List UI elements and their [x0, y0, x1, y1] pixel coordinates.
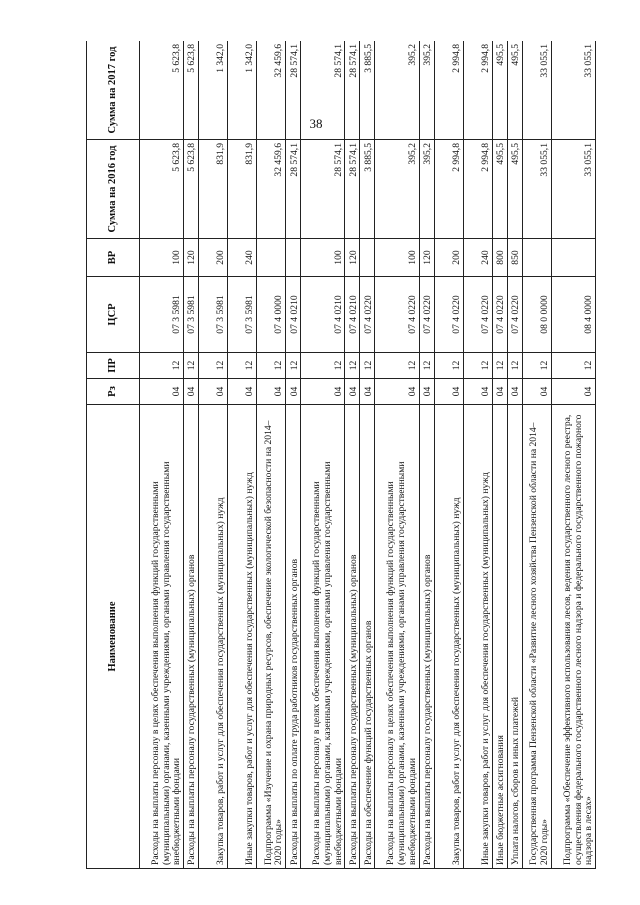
header-vr: ВР [87, 239, 140, 277]
cell-sum-2016: 831,9 [199, 140, 228, 239]
cell-name: Закупка товаров, работ и услуг для обеспечения государственных (муниципальных) нужд [199, 405, 228, 869]
cell-sum-2016: 33 055,1 [522, 140, 551, 239]
cell-rz: 04 [286, 379, 301, 405]
cell-rz: 04 [522, 379, 551, 405]
header-sum-2017: Сумма на 2017 год [87, 41, 140, 140]
cell-sum-2016: 28 574,1 [301, 140, 345, 239]
header-csr: ЦСР [87, 277, 140, 353]
cell-sum-2017: 495,5 [507, 41, 522, 140]
cell-name: Подпрограмма «Обеспечение эффективного использования лесов, ведения государственного лесного реестра, осуществления федерального государственного лесного надзора и федерального государственного пожарного надзора в лесах» [551, 405, 595, 869]
cell-sum-2016: 28 574,1 [286, 140, 301, 239]
cell-vr: 120 [419, 239, 434, 277]
cell-vr [360, 239, 375, 277]
cell-name: Подпрограмма «Изучение и охрана природных ресурсов, обеспечение экологической безопасности на 2014–2020 годы» [257, 405, 286, 869]
cell-sum-2017: 2 994,8 [434, 41, 463, 140]
cell-sum-2017: 33 055,1 [551, 41, 595, 140]
cell-vr: 100 [375, 239, 419, 277]
cell-csr: 07 4 0220 [463, 277, 492, 353]
cell-sum-2017: 28 574,1 [301, 41, 345, 140]
cell-rz: 04 [551, 379, 595, 405]
cell-pr: 12 [345, 353, 360, 379]
table-row [507, 41, 522, 869]
cell-sum-2017: 3 885,5 [360, 41, 375, 140]
cell-sum-2017: 2 994,8 [463, 41, 492, 140]
cell-sum-2017: 28 574,1 [345, 41, 360, 140]
cell-pr: 12 [140, 353, 184, 379]
cell-pr: 12 [257, 353, 286, 379]
header-name: Наименование [87, 405, 140, 869]
budget-table [86, 41, 596, 869]
cell-name: Закупка товаров, работ и услуг для обеспечения государственных (муниципальных) нужд [434, 405, 463, 869]
cell-rz: 04 [434, 379, 463, 405]
cell-sum-2017: 28 574,1 [286, 41, 301, 140]
cell-sum-2017: 5 623,8 [184, 41, 199, 140]
cell-csr: 07 4 0210 [286, 277, 301, 353]
cell-csr: 07 4 0000 [257, 277, 286, 353]
cell-csr: 07 4 0220 [434, 277, 463, 353]
cell-name: Расходы на выплаты персоналу в целях обеспечения выполнения функций государственными (муниципальными) органами, казенными учреждениями, органами управления государственными внебюджетными фондами [375, 405, 419, 869]
cell-sum-2016: 2 994,8 [463, 140, 492, 239]
table-row [257, 41, 286, 869]
cell-rz: 04 [184, 379, 199, 405]
cell-sum-2016: 5 623,8 [184, 140, 199, 239]
cell-rz: 04 [507, 379, 522, 405]
table-row [551, 41, 595, 869]
cell-name: Уплата налогов, сборов и иных платежей [507, 405, 522, 869]
cell-vr: 120 [345, 239, 360, 277]
cell-sum-2016: 32 459,6 [257, 140, 286, 239]
cell-vr [551, 239, 595, 277]
cell-vr [257, 239, 286, 277]
cell-pr: 12 [419, 353, 434, 379]
header-pr: ПР [87, 353, 140, 379]
cell-rz: 04 [228, 379, 257, 405]
cell-csr: 07 3 5981 [140, 277, 184, 353]
cell-rz: 04 [360, 379, 375, 405]
cell-vr: 100 [140, 239, 184, 277]
cell-vr: 850 [507, 239, 522, 277]
cell-vr: 120 [184, 239, 199, 277]
cell-sum-2017: 395,2 [419, 41, 434, 140]
table-row [419, 41, 434, 869]
cell-pr: 12 [375, 353, 419, 379]
table-row [345, 41, 360, 869]
cell-vr [522, 239, 551, 277]
cell-sum-2017: 1 342,0 [228, 41, 257, 140]
cell-name: Иные бюджетные ассигнования [492, 405, 507, 869]
cell-name: Расходы на выплаты персоналу государственных (муниципальных) органов [184, 405, 199, 869]
cell-pr: 12 [507, 353, 522, 379]
cell-name: Расходы на выплаты персоналу государственных (муниципальных) органов [419, 405, 434, 869]
cell-csr: 07 4 0220 [507, 277, 522, 353]
cell-csr: 07 4 0220 [492, 277, 507, 353]
cell-rz: 04 [375, 379, 419, 405]
cell-sum-2016: 495,5 [507, 140, 522, 239]
table-row [463, 41, 492, 869]
cell-csr: 07 3 5981 [228, 277, 257, 353]
cell-sum-2017: 495,5 [492, 41, 507, 140]
cell-sum-2016: 2 994,8 [434, 140, 463, 239]
cell-name: Расходы на выплаты по оплате труда работников государственных органов [286, 405, 301, 869]
cell-rz: 04 [199, 379, 228, 405]
table-row [301, 41, 345, 869]
cell-sum-2017: 32 459,6 [257, 41, 286, 140]
cell-name: Расходы на выплаты персоналу в целях обеспечения выполнения функций государственными (муниципальными) органами, казенными учреждениями, органами управления государственными внебюджетными фондами [140, 405, 184, 869]
table-row [184, 41, 199, 869]
cell-pr: 12 [492, 353, 507, 379]
cell-vr: 800 [492, 239, 507, 277]
cell-vr: 200 [199, 239, 228, 277]
header-rz: Рз [87, 379, 140, 405]
cell-rz: 04 [419, 379, 434, 405]
cell-pr: 12 [286, 353, 301, 379]
cell-csr: 08 4 0000 [551, 277, 595, 353]
cell-sum-2016: 28 574,1 [345, 140, 360, 239]
cell-vr: 240 [463, 239, 492, 277]
cell-rz: 04 [257, 379, 286, 405]
cell-name: Государственная программа Пензенской области «Развитие лесного хозяйства Пензенской области на 2014–2020 годы» [522, 405, 551, 869]
cell-name: Расходы на выплаты персоналу в целях обеспечения выполнения функций государственными (муниципальными) органами, казенными учреждениями, органами управления государственными внебюджетными фондами [301, 405, 345, 869]
cell-csr: 07 4 0210 [345, 277, 360, 353]
cell-vr: 200 [434, 239, 463, 277]
cell-sum-2016: 3 885,5 [360, 140, 375, 239]
table-row [228, 41, 257, 869]
cell-pr: 12 [228, 353, 257, 379]
cell-csr: 07 3 5981 [184, 277, 199, 353]
cell-sum-2017: 395,2 [375, 41, 419, 140]
cell-csr: 07 4 0220 [375, 277, 419, 353]
cell-csr: 07 4 0220 [419, 277, 434, 353]
cell-pr: 12 [360, 353, 375, 379]
cell-name: Расходы на обеспечение функций государственных органов [360, 405, 375, 869]
cell-pr: 12 [184, 353, 199, 379]
cell-name: Расходы на выплаты персоналу государственных (муниципальных) органов [345, 405, 360, 869]
cell-vr: 100 [301, 239, 345, 277]
table-row [434, 41, 463, 869]
cell-name: Иные закупки товаров, работ и услуг для обеспечения государственных (муниципальных) нужд [228, 405, 257, 869]
cell-vr: 240 [228, 239, 257, 277]
table-row [492, 41, 507, 869]
header-sum-2016: Сумма на 2016 год [87, 140, 140, 239]
cell-pr: 12 [434, 353, 463, 379]
cell-rz: 04 [463, 379, 492, 405]
cell-vr [286, 239, 301, 277]
table-row [199, 41, 228, 869]
rotated-content [86, 41, 596, 869]
cell-sum-2017: 33 055,1 [522, 41, 551, 140]
cell-sum-2016: 395,2 [375, 140, 419, 239]
cell-pr: 12 [463, 353, 492, 379]
cell-pr: 12 [522, 353, 551, 379]
cell-rz: 04 [301, 379, 345, 405]
cell-sum-2016: 831,9 [228, 140, 257, 239]
table-row [375, 41, 419, 869]
table-row [522, 41, 551, 869]
cell-sum-2016: 395,2 [419, 140, 434, 239]
cell-pr: 12 [301, 353, 345, 379]
rotated-table-area [86, 41, 596, 869]
table-row [140, 41, 184, 869]
cell-sum-2017: 5 623,8 [140, 41, 184, 140]
cell-rz: 04 [492, 379, 507, 405]
cell-csr: 07 3 5981 [199, 277, 228, 353]
cell-csr: 07 4 0210 [301, 277, 345, 353]
cell-sum-2017: 1 342,0 [199, 41, 228, 140]
cell-pr: 12 [551, 353, 595, 379]
cell-rz: 04 [345, 379, 360, 405]
cell-csr: 08 0 0000 [522, 277, 551, 353]
table-header-row [87, 41, 140, 869]
cell-sum-2016: 5 623,8 [140, 140, 184, 239]
cell-csr: 07 4 0220 [360, 277, 375, 353]
cell-sum-2016: 495,5 [492, 140, 507, 239]
cell-sum-2016: 33 055,1 [551, 140, 595, 239]
table-row [286, 41, 301, 869]
cell-rz: 04 [140, 379, 184, 405]
table-row [360, 41, 375, 869]
cell-pr: 12 [199, 353, 228, 379]
cell-name: Иные закупки товаров, работ и услуг для обеспечения государственных (муниципальных) нужд [463, 405, 492, 869]
page-number: 38 [309, 116, 323, 131]
